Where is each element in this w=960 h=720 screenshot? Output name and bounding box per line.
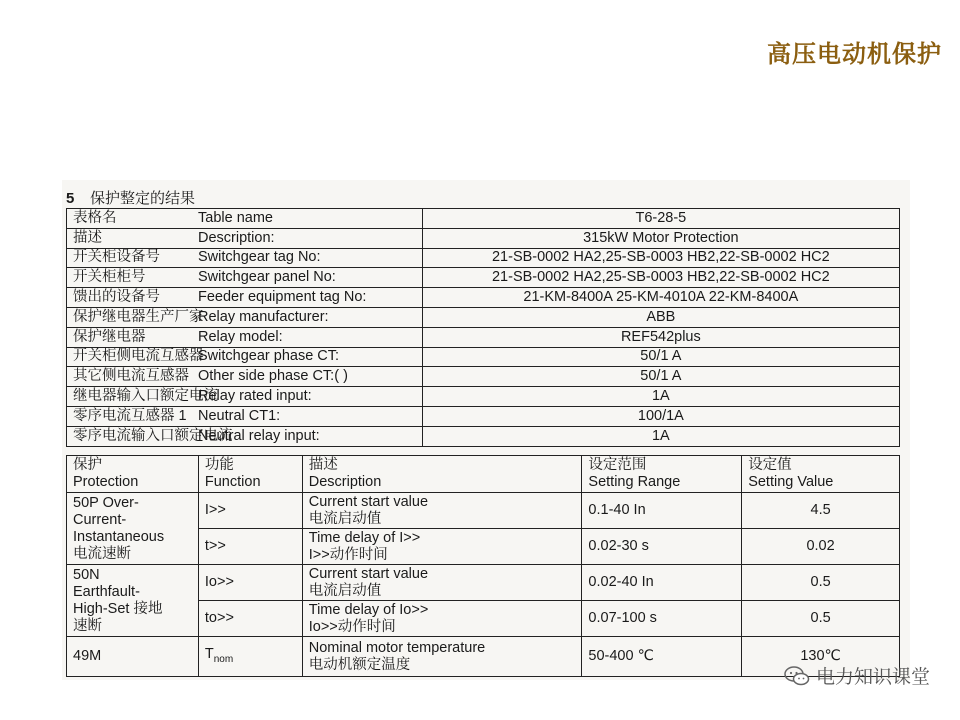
description-cn: 电流启动值 (308, 582, 382, 599)
watermark (784, 662, 930, 689)
protection-description (302, 493, 582, 529)
header-setting-range: 设定范围 Setting Range (582, 456, 742, 493)
settings-label-en: Relay manufacturer: (198, 308, 329, 325)
settings-label (67, 347, 423, 367)
settings-label (67, 387, 423, 407)
settings-label (67, 307, 423, 327)
settings-label (67, 248, 423, 268)
setting-range: 0.02-30 s (582, 529, 742, 565)
settings-label-cn: 表格名 (73, 209, 117, 226)
settings-label-en: Switchgear panel No: (198, 269, 336, 286)
settings-value: 50/1 A (422, 367, 899, 387)
protection-name-line: 50N (73, 566, 100, 583)
settings-label-cn: 保护继电器生产厂家 (73, 308, 204, 325)
header-setting-value: 设定值 Setting Value (742, 456, 900, 493)
description-en: Current start value (308, 565, 429, 582)
settings-label-en: Other side phase CT:( ) (198, 368, 348, 385)
description-en: Time delay of Io>> (308, 601, 429, 618)
settings-label (67, 426, 423, 446)
function-symbol: I>> (204, 502, 226, 518)
setting-range: 0.02-40 In (582, 565, 742, 601)
settings-row (67, 248, 900, 268)
settings-row (67, 426, 900, 446)
description-en: Time delay of I>> (308, 529, 421, 546)
settings-label (67, 268, 423, 288)
protection-function (198, 493, 302, 529)
settings-row (67, 268, 900, 288)
scanned-document (62, 180, 910, 680)
settings-label-en: Table name (198, 209, 273, 226)
description-cn: 电动机额定温度 (308, 656, 411, 673)
section-heading (66, 187, 195, 208)
settings-label (67, 406, 423, 426)
protection-description (302, 565, 582, 601)
settings-label-en: Neutral relay input: (198, 427, 320, 444)
settings-row (67, 327, 900, 347)
settings-value: ABB (422, 307, 899, 327)
setting-value: 0.02 (742, 529, 900, 565)
protection-name-line: Current- (73, 511, 127, 528)
protection-name (67, 637, 199, 677)
setting-value: 0.5 (742, 601, 900, 637)
settings-label-en: Relay rated input: (198, 388, 312, 405)
settings-label-cn: 保护继电器 (73, 328, 146, 345)
protection-name-line: High-Set 接地 (73, 600, 163, 617)
protection-description (302, 637, 582, 677)
protection-function (198, 529, 302, 565)
settings-value: 1A (422, 426, 899, 446)
protection-name-line: 50P Over- (73, 494, 139, 511)
protection-function (198, 601, 302, 637)
protection-name-line: 49M (73, 648, 102, 664)
function-symbol: Io>> (204, 574, 234, 590)
protection-name-line: Earthfault- (73, 583, 140, 600)
settings-label (67, 209, 423, 229)
settings-table (66, 208, 900, 447)
protection-function (198, 565, 302, 601)
settings-value: T6-28-5 (422, 209, 899, 229)
setting-range: 0.07-100 s (582, 601, 742, 637)
settings-row (67, 387, 900, 407)
watermark-text: 电力知识课堂 (815, 667, 930, 688)
settings-label-en: Feeder equipment tag No: (198, 289, 367, 306)
description-en: Nominal motor temperature (308, 639, 486, 656)
wechat-icon (784, 666, 810, 686)
settings-value: 21-SB-0002 HA2,25-SB-0003 HB2,22-SB-0002 HC2 (422, 268, 899, 288)
settings-row (67, 288, 900, 308)
setting-range: 50-400 ℃ (582, 637, 742, 677)
settings-value: REF542plus (422, 327, 899, 347)
settings-label-cn: 开关柜设备号 (73, 249, 160, 266)
protection-row (67, 493, 900, 529)
settings-label-cn: 继电器输入口额定电流 (73, 388, 218, 405)
setting-value: 130℃ (742, 637, 900, 677)
settings-label-cn: 其它侧电流互感器 (73, 368, 189, 385)
settings-value: 100/1A (422, 406, 899, 426)
slide-title: 高压电动机保护 (767, 39, 942, 68)
settings-row (67, 307, 900, 327)
header-protection: 保护 Protection (67, 456, 199, 493)
settings-row (67, 406, 900, 426)
protection-row (67, 565, 900, 601)
settings-label-cn: 开关柜柜号 (73, 269, 146, 286)
settings-row (67, 209, 900, 229)
settings-value: 21-KM-8400A 25-KM-4010A 22-KM-8400A (422, 288, 899, 308)
settings-label-en: Relay model: (198, 328, 283, 345)
protection-header-row (67, 456, 900, 493)
settings-value: 1A (422, 387, 899, 407)
description-cn: I>>动作时间 (308, 546, 388, 563)
settings-value: 315kW Motor Protection (422, 228, 899, 248)
settings-label (67, 288, 423, 308)
setting-value: 4.5 (742, 493, 900, 529)
setting-range: 0.1-40 In (582, 493, 742, 529)
protection-name-line: 电流速断 (73, 545, 131, 562)
description-en: Current start value (308, 493, 429, 510)
settings-label-en: Description: (198, 229, 275, 246)
settings-label (67, 327, 423, 347)
settings-label-en: Switchgear phase CT: (198, 348, 340, 365)
protection-name (67, 493, 199, 565)
protection-description (302, 529, 582, 565)
settings-value: 50/1 A (422, 347, 899, 367)
protection-description (302, 601, 582, 637)
settings-label-en: Neutral CT1: (198, 407, 281, 424)
function-subscript: nom (213, 653, 234, 665)
function-symbol: t>> (204, 538, 226, 554)
function-symbol: T (204, 645, 214, 662)
protection-function (198, 637, 302, 677)
settings-label-cn: 馈出的设备号 (73, 289, 160, 306)
settings-label-cn: 零序电流输入口额定电流 (73, 427, 233, 444)
description-cn: Io>>动作时间 (308, 618, 396, 635)
setting-value: 0.5 (742, 565, 900, 601)
settings-row (67, 228, 900, 248)
settings-row (67, 347, 900, 367)
settings-label-cn: 描述 (73, 229, 102, 246)
settings-label (67, 367, 423, 387)
settings-label (67, 228, 423, 248)
function-symbol: to>> (204, 610, 234, 626)
description-cn: 电流启动值 (308, 510, 382, 527)
protection-name-line: 速断 (73, 617, 102, 634)
header-description: 描述 Description (302, 456, 582, 493)
settings-label-cn: 零序电流互感器 1 (73, 407, 187, 424)
protection-table (66, 455, 900, 677)
settings-row (67, 367, 900, 387)
protection-row (67, 637, 900, 677)
protection-name-line: Instantaneous (73, 528, 165, 545)
settings-value: 21-SB-0002 HA2,25-SB-0003 HB2,22-SB-0002 HC2 (422, 248, 899, 268)
header-function: 功能 Function (198, 456, 302, 493)
section-title: 保护整定的结果 (90, 190, 196, 207)
settings-label-cn: 开关柜侧电流互感器 (73, 348, 204, 365)
section-number: 5 (66, 190, 75, 207)
settings-label-en: Switchgear tag No: (198, 249, 321, 266)
protection-name (67, 565, 199, 637)
